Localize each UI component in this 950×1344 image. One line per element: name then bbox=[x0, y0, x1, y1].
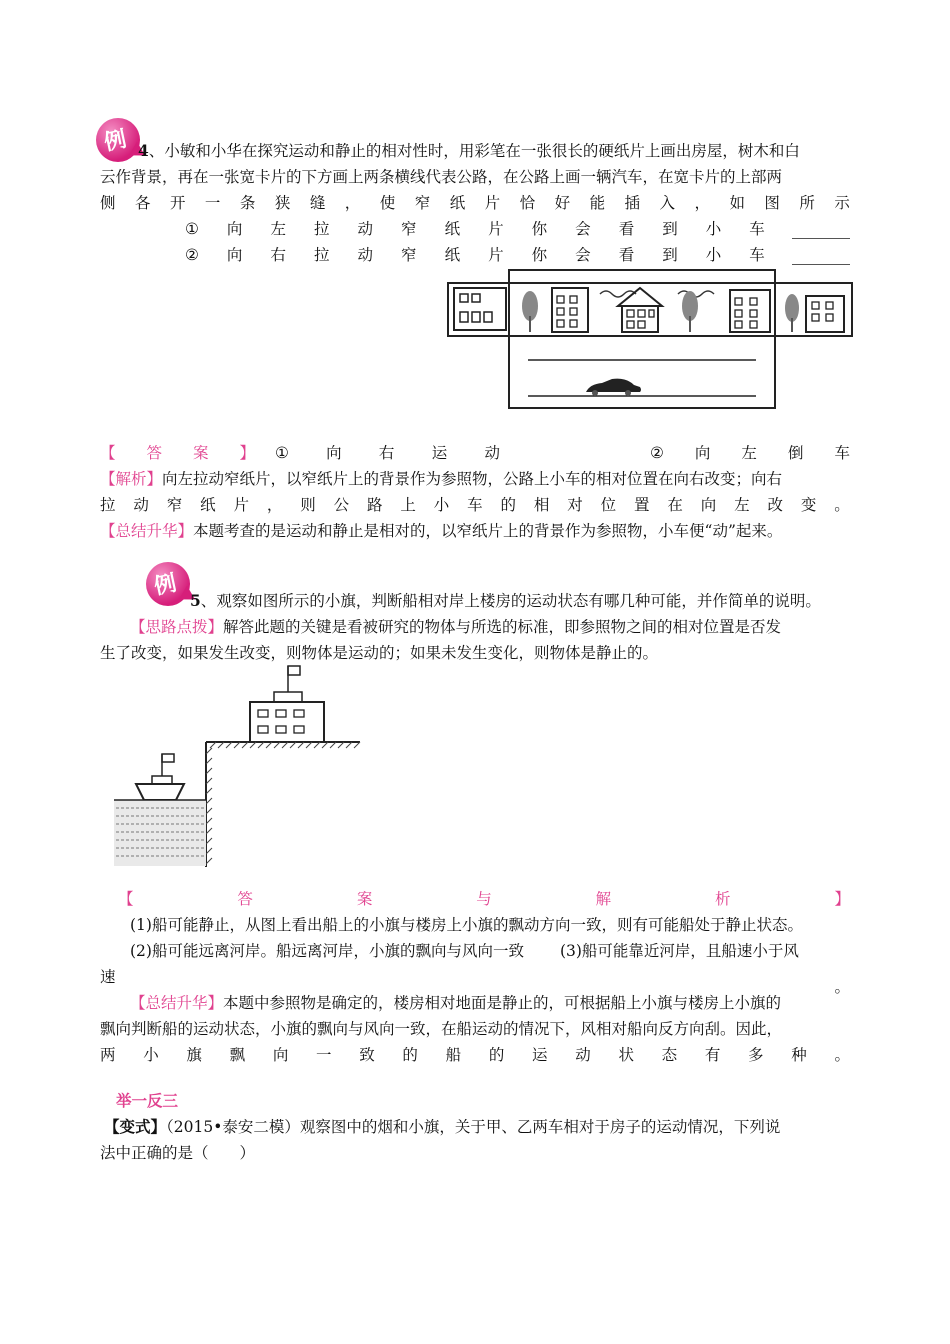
answer-blank-2[interactable] bbox=[792, 246, 850, 265]
text-char: 右 bbox=[270, 246, 286, 264]
ex4-summary-line: 【总结升华】本题考查的是运动和静止是相对的，以窄纸片上的背景作为参照物，小车便“动”起来。 bbox=[100, 522, 783, 540]
ex5-summary-line-1: 【总结升华】本题中参照物是确定的，楼房相对地面是静止的，可根据船上小旗与楼房上小旗的 bbox=[130, 994, 782, 1012]
text-char: 析 bbox=[715, 890, 731, 908]
text-char: 车 bbox=[834, 444, 850, 462]
text-char: 置 bbox=[634, 496, 650, 514]
text-char: 缝 bbox=[309, 194, 326, 212]
text-char: 位 bbox=[600, 496, 617, 514]
text-char: 【 bbox=[118, 890, 134, 908]
text-char: 片 bbox=[488, 220, 504, 238]
ex4-answer-line bbox=[100, 440, 850, 466]
strip-card-figure bbox=[440, 266, 860, 416]
variant-line-2: 法中正确的是（ ） bbox=[100, 1144, 256, 1162]
text-char: 图 bbox=[764, 194, 780, 212]
ex4-number: 4 bbox=[138, 141, 149, 160]
text-char: 入 bbox=[659, 194, 676, 212]
text-char: 拉 bbox=[313, 246, 330, 264]
text-char: 动 bbox=[357, 220, 374, 238]
text-char: 窄 bbox=[401, 246, 417, 264]
text-char: 拉 bbox=[313, 220, 330, 238]
text-char: 动 bbox=[575, 1046, 591, 1064]
text-char: 左 bbox=[270, 220, 286, 238]
text-char: 改 bbox=[767, 496, 784, 514]
ex4-line-2: 云作背景，再在一张宽卡片的下方画上两条横线代表公路，在公路上画一辆汽车，在宽卡片的上部两 bbox=[100, 168, 783, 186]
text-char: 】 bbox=[239, 444, 255, 462]
text-char: 向 bbox=[226, 220, 243, 238]
text-char: 会 bbox=[575, 220, 591, 238]
text-char: 船 bbox=[445, 1046, 462, 1064]
text-char: 变 bbox=[800, 496, 817, 514]
ex5-summary-line-2: 飘向判断船的运动状态，小旗的飘向与风向一致，在船运动的情况下，风相对船向反方向刮。因此， bbox=[100, 1020, 783, 1038]
text-char: 答 bbox=[237, 890, 253, 908]
ex5-answer-3: 速 。 bbox=[100, 968, 850, 996]
text-char: 运 bbox=[431, 444, 448, 462]
text-char: 两 bbox=[100, 1046, 116, 1064]
text-char: 致 bbox=[359, 1046, 375, 1064]
text-char: 【 bbox=[100, 444, 116, 462]
text-char: 条 bbox=[239, 194, 256, 212]
ex4-line-3 bbox=[100, 190, 850, 216]
text-char: 的 bbox=[488, 1046, 505, 1064]
ex5-answer-heading bbox=[118, 886, 850, 912]
text-char: 动 bbox=[133, 496, 149, 514]
text-char: 小 bbox=[705, 246, 722, 264]
text-char: 多 bbox=[748, 1046, 764, 1064]
text-char: 片 bbox=[488, 246, 504, 264]
text-char: 好 bbox=[554, 194, 571, 212]
text-char: 纸 bbox=[444, 246, 461, 264]
ex4-analysis-line-1: 【解析】向左拉动窄纸片，以窄纸片上的背景作为参照物，公路上小车的相对位置在向右改变；向右 bbox=[100, 470, 783, 488]
variant-line-1: 【变式】（2015•泰安二模）观察图中的烟和小旗，关于甲、乙两车相对于房子的运动情况，下列说 bbox=[104, 1117, 781, 1136]
text-char: 飘 bbox=[229, 1046, 246, 1064]
text-char: ① bbox=[275, 444, 289, 462]
text-char: 狭 bbox=[274, 194, 291, 212]
text-char: 车 bbox=[749, 220, 765, 238]
text-char: 的 bbox=[500, 496, 517, 514]
ex4-question-2 bbox=[185, 242, 850, 268]
text-char: 与 bbox=[476, 890, 492, 908]
text-char: ① bbox=[185, 220, 199, 238]
text-char: ， bbox=[344, 194, 361, 212]
text-char: 解 bbox=[595, 890, 612, 908]
text-char: 动 bbox=[484, 444, 500, 462]
text-char: 你 bbox=[531, 220, 548, 238]
boat-building-figure bbox=[110, 662, 370, 872]
text-char: 动 bbox=[357, 246, 374, 264]
text-char: 示 bbox=[834, 194, 850, 212]
section-heading: 举一反三 bbox=[116, 1091, 179, 1110]
text-char: 窄 bbox=[401, 220, 417, 238]
text-char: 右 bbox=[378, 444, 395, 462]
text-char: 】 bbox=[834, 890, 850, 908]
example-badge-icon: 例 bbox=[146, 562, 190, 606]
text-char: 对 bbox=[567, 496, 583, 514]
text-char: 公 bbox=[333, 496, 350, 514]
text-char: 窄 bbox=[414, 194, 431, 212]
text-char: 车 bbox=[467, 496, 483, 514]
text-char: 在 bbox=[667, 496, 683, 514]
text-char: 相 bbox=[533, 496, 550, 514]
text-char: ② bbox=[185, 246, 199, 264]
text-char: 路 bbox=[367, 496, 383, 514]
text-char: 左 bbox=[734, 496, 750, 514]
text-char: 运 bbox=[532, 1046, 548, 1064]
text-char: 到 bbox=[662, 220, 678, 238]
text-char: 向 bbox=[694, 444, 711, 462]
ex4-analysis-line-2 bbox=[100, 492, 850, 518]
text-char: 种 bbox=[791, 1046, 807, 1064]
text-char: 到 bbox=[662, 246, 678, 264]
text-char: 向 bbox=[226, 246, 243, 264]
text-char: 小 bbox=[433, 496, 450, 514]
text-char: 所 bbox=[799, 194, 815, 212]
text-char: 的 bbox=[402, 1046, 418, 1064]
text-char: 小 bbox=[705, 220, 722, 238]
ex5-summary-line-3 bbox=[100, 1042, 850, 1068]
ex5-question: 5、观察如图所示的小旗，判断船相对岸上楼房的运动状态有哪几种可能，并作简单的说明。 bbox=[190, 591, 821, 610]
text-char: 恰 bbox=[519, 194, 536, 212]
text-char: ， bbox=[266, 496, 283, 514]
text-char: 纸 bbox=[444, 220, 461, 238]
text-char: 状 bbox=[618, 1046, 634, 1064]
text-char: 向 bbox=[700, 496, 717, 514]
text-char: 答 bbox=[146, 444, 162, 462]
text-char: 你 bbox=[531, 246, 548, 264]
text-char: 看 bbox=[618, 220, 635, 238]
text-char: 会 bbox=[575, 246, 591, 264]
text-char: 态 bbox=[661, 1046, 678, 1064]
text-char: 插 bbox=[624, 194, 641, 212]
ex5-answer-2: (2)船可能远离河岸。船远离河岸，小旗的飘向与风向一致 (3)船可能靠近河岸，且船速小于风 bbox=[130, 942, 799, 960]
text-char: 纸 bbox=[449, 194, 466, 212]
answer-blank-1[interactable] bbox=[792, 220, 850, 239]
text-char: 一 bbox=[316, 1046, 332, 1064]
text-char: ， bbox=[694, 194, 710, 212]
text-char: 旗 bbox=[186, 1046, 202, 1064]
text-char: 开 bbox=[169, 194, 186, 212]
text-char: 案 bbox=[192, 444, 209, 462]
text-char: ② bbox=[650, 444, 664, 462]
text-char: 侧 bbox=[100, 194, 116, 212]
text-char: 小 bbox=[143, 1046, 159, 1064]
text-char: 向 bbox=[272, 1046, 289, 1064]
text-char: 片 bbox=[233, 496, 250, 514]
ex4-line-1: 4、小敏和小华在探究运动和静止的相对性时，用彩笔在一张很长的硬纸片上画出房屋，树木和白 bbox=[138, 141, 800, 160]
text-char: 能 bbox=[589, 194, 606, 212]
ex4-question-1 bbox=[185, 216, 850, 242]
text-char: 则 bbox=[300, 496, 316, 514]
text-char: 车 bbox=[749, 246, 765, 264]
text-char: 各 bbox=[134, 194, 151, 212]
text-char: 案 bbox=[356, 890, 373, 908]
text-char: 拉 bbox=[100, 496, 116, 514]
text-char: 上 bbox=[400, 496, 416, 514]
text-char: 窄 bbox=[166, 496, 183, 514]
text-char: 倒 bbox=[787, 444, 804, 462]
ex5-answer-1: (1)船可能静止，从图上看出船上的小旗与楼房上小旗的飘动方向一致，则有可能船处于静止状态。 bbox=[130, 916, 803, 934]
text-char: 使 bbox=[379, 194, 396, 212]
text-char: 。 bbox=[834, 1046, 850, 1064]
ex5-hint-line-1: 【思路点拨】解答此题的关键是看被研究的物体与所选的标准，即参照物之间的相对位置是否发 bbox=[130, 618, 782, 636]
example-badge-icon: 例 bbox=[96, 118, 140, 162]
text-char: 一 bbox=[204, 194, 221, 212]
ex5-hint-line-2: 生了改变，如果发生改变，则物体是运动的；如果未发生变化，则物体是静止的。 bbox=[100, 644, 659, 662]
text-char: 如 bbox=[729, 194, 745, 212]
text-char: 向 bbox=[326, 444, 342, 462]
text-char: 有 bbox=[704, 1046, 721, 1064]
text-char: 看 bbox=[618, 246, 635, 264]
text-char: 纸 bbox=[200, 496, 216, 514]
text-char: 左 bbox=[741, 444, 757, 462]
text-char: 片 bbox=[484, 194, 501, 212]
text-char: 。 bbox=[834, 496, 850, 514]
